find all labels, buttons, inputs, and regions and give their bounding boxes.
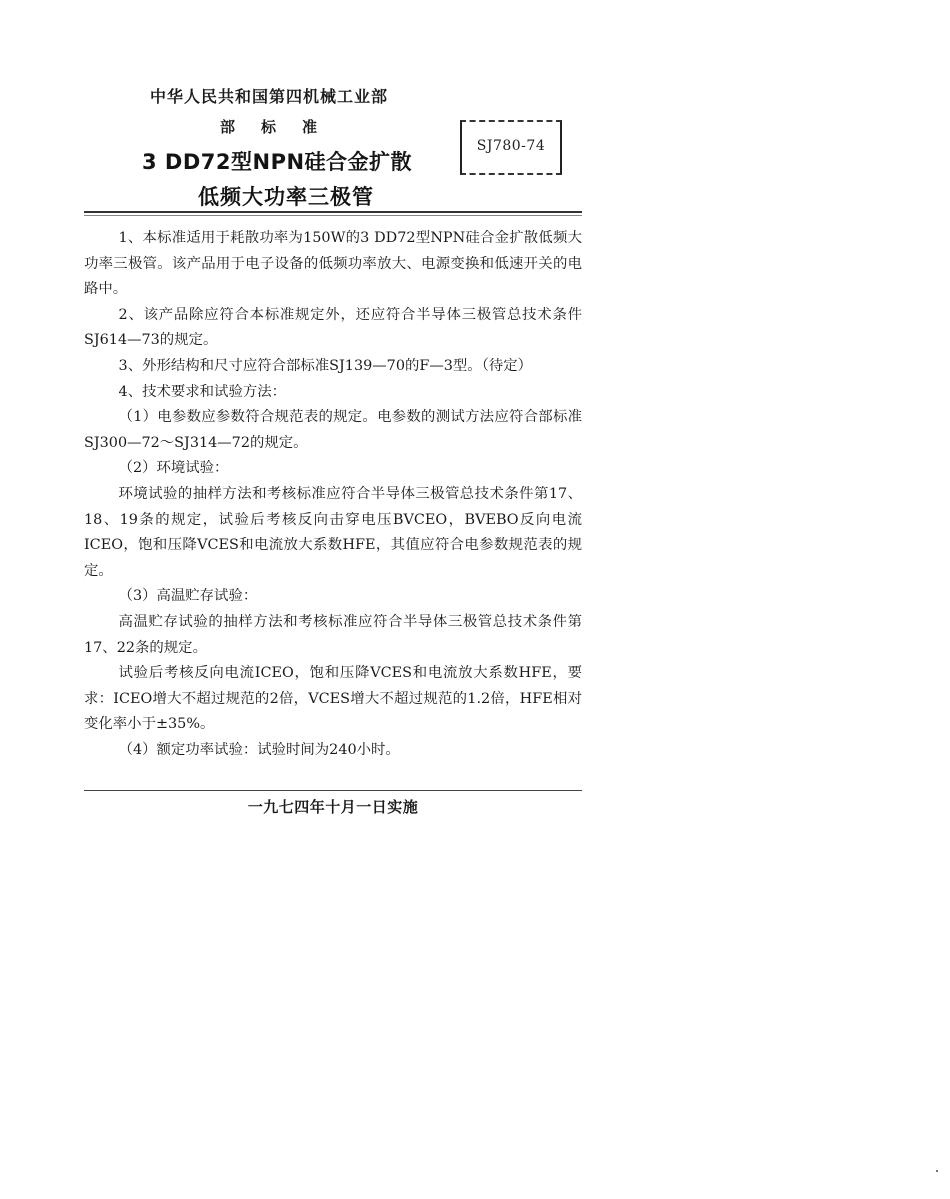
paragraph-9: 高温贮存试验的抽样方法和考核标准应符合半导体三极管总技术条件第17、22条的规定。 — [84, 613, 582, 656]
standard-code: SJ780-74 — [476, 138, 546, 154]
paragraph-3: 3、外形结构和尺寸应符合部标准SJ139—70的F—3型。（待定） — [118, 357, 533, 374]
paragraph-2: 2、该产品除应符合本标准规定外，还应符合半导体三极管总技术条件SJ614—73的规定。 — [84, 306, 582, 349]
document-header — [82, 80, 582, 210]
standard-type: 部标准 — [220, 118, 344, 136]
paragraph-6: （2）环境试验： — [118, 460, 229, 477]
paragraph-1: 1、本标准适用于耗散功率为150W的3 DD72型NPN硅合金扩散低频大功率三极管。该产品用于电子设备的低频功率放大、电源变换和低速开关的电路中。 — [84, 230, 582, 298]
paragraph-4: 4、技术要求和试验方法： — [118, 383, 287, 400]
paragraph-8: （3）高温贮存试验： — [118, 588, 258, 605]
paragraph-7: 环境试验的抽样方法和考核标准应符合半导体三极管总技术条件第17、18、19条的规定，试验后考核反向击穿电压BVCEO，BVEBO反向电流ICEO，饱和压降VCES和电流放大系数HFE，其值应符合电参数规范表的规定。 — [84, 485, 582, 579]
scan-speck — [936, 1170, 938, 1172]
header-rule — [84, 211, 582, 213]
title-line-1: 3 DD72型NPN硅合金扩散 — [142, 150, 413, 174]
document-body — [84, 226, 582, 763]
paragraph-10: 试验后考核反向电流ICEO，饱和压降VCES和电流放大系数HFE，要求：ICEO增大不超过规范的2倍，VCES增大不超过规范的1.2倍，HFE相对变化率小于±35%。 — [84, 665, 582, 733]
effective-date: 一九七四年十月一日实施 — [247, 798, 419, 816]
footer-rule — [84, 790, 582, 791]
paragraph-5: （1）电参数应参数符合规范表的规定。电参数的测试方法应符合部标准SJ300—72～SJ314—72的规定。 — [84, 409, 582, 451]
title-line-2: 低频大功率三极管 — [198, 185, 374, 209]
ministry-name: 中华人民共和国第四机械工业部 — [150, 87, 389, 106]
standard-code-box — [460, 120, 562, 175]
paragraph-11: （4）额定功率试验：试验时间为240小时。 — [118, 741, 400, 758]
header-rule-thin — [84, 215, 582, 216]
